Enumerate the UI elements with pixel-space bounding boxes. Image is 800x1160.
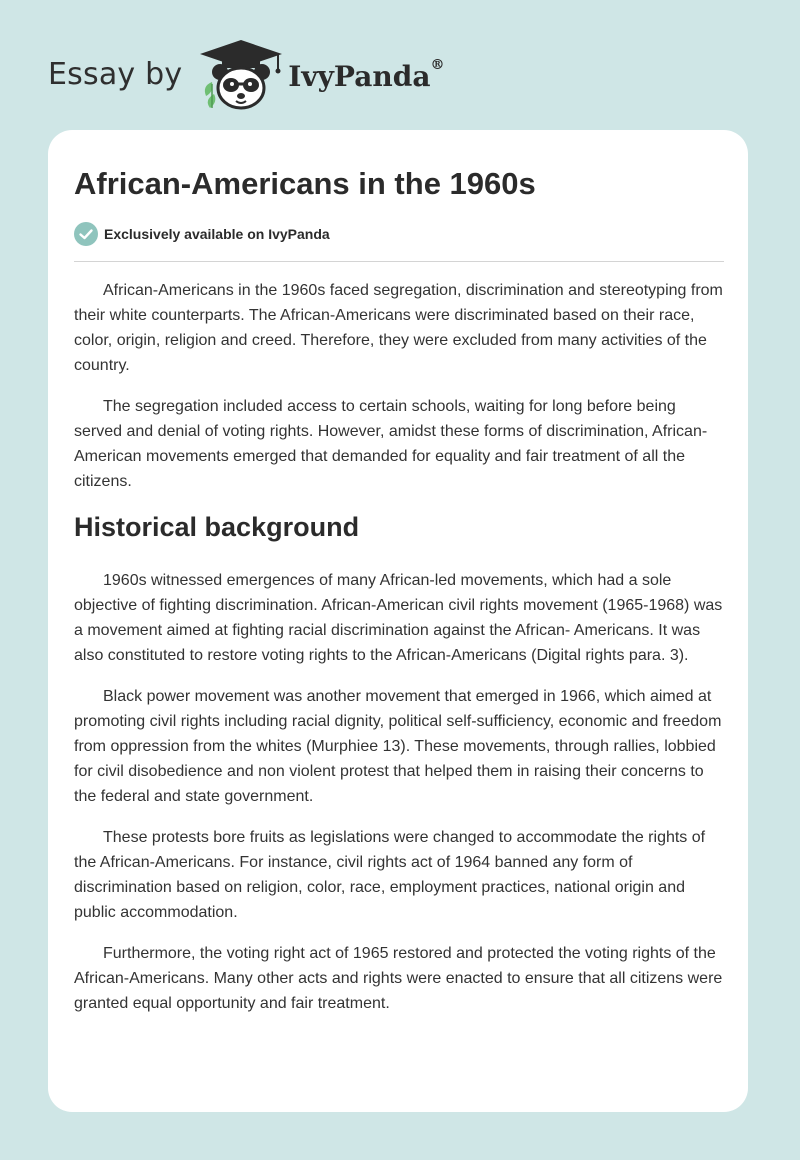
registered-mark: ® [430,57,445,74]
brand-name: IvyPanda® [288,57,445,93]
site-header [48,36,444,112]
exclusive-badge [74,222,330,246]
section-heading: Historical background [74,512,360,542]
exclusive-badge-label: Exclusively available on IvyPanda [104,226,330,242]
panda-mascot-icon [198,38,284,110]
ivypanda-logo[interactable] [198,38,444,110]
paragraph: These protests bore fruits as legislations were changed to accommodate the rights of the African-Americans. For instance, civil rights act of 1964 banned any form of discrimination based on religion, color, race, employment practices, national origin and public accommodation. [74,829,706,921]
check-circle-icon [74,222,98,246]
essay-card [48,130,748,1112]
essay-by-label: Essay by [48,56,183,92]
paragraph: 1960s witnessed emergences of many African-led movements, which had a sole objective of fighting discrimination. African-American civil rights movement (1965-1968) was a movement aimed at fighting racial discrimination against the African- Americans. It was also constituted to restore voting rights to the African-Americans (Digital rights para. 3). [74,572,723,664]
divider [74,261,724,262]
paragraph: The segregation included access to certain schools, waiting for long before being served and denial of voting rights. However, amidst these forms of discrimination, African- American movements emerged that demanded for equality and fair treatment of all the citizens. [74,398,708,490]
paragraph: African-Americans in the 1960s faced segregation, discrimination and stereotyping from their white counterparts. The African-Americans were discriminated based on their race, color, origin, religion and creed. Therefore, they were excluded from many activities of the country. [74,282,723,374]
paragraph: Furthermore, the voting right act of 1965 restored and protected the voting rights of the African-Americans. Many other acts and rights were enacted to ensure that all citizens were granted equal opportunity and fair treatment. [74,945,723,1012]
paragraph: Black power movement was another movement that emerged in 1966, which aimed at promoting civil rights including racial dignity, political self-sufficiency, economic and freedom from oppression from the whites (Murphiee 13). These movements, through rallies, lobbied for civil disobedience and non violent protest that helped them in raising their concerns to the federal and state government. [74,688,722,805]
page-title: African-Americans in the 1960s [74,166,536,201]
essay-body [74,278,724,1032]
